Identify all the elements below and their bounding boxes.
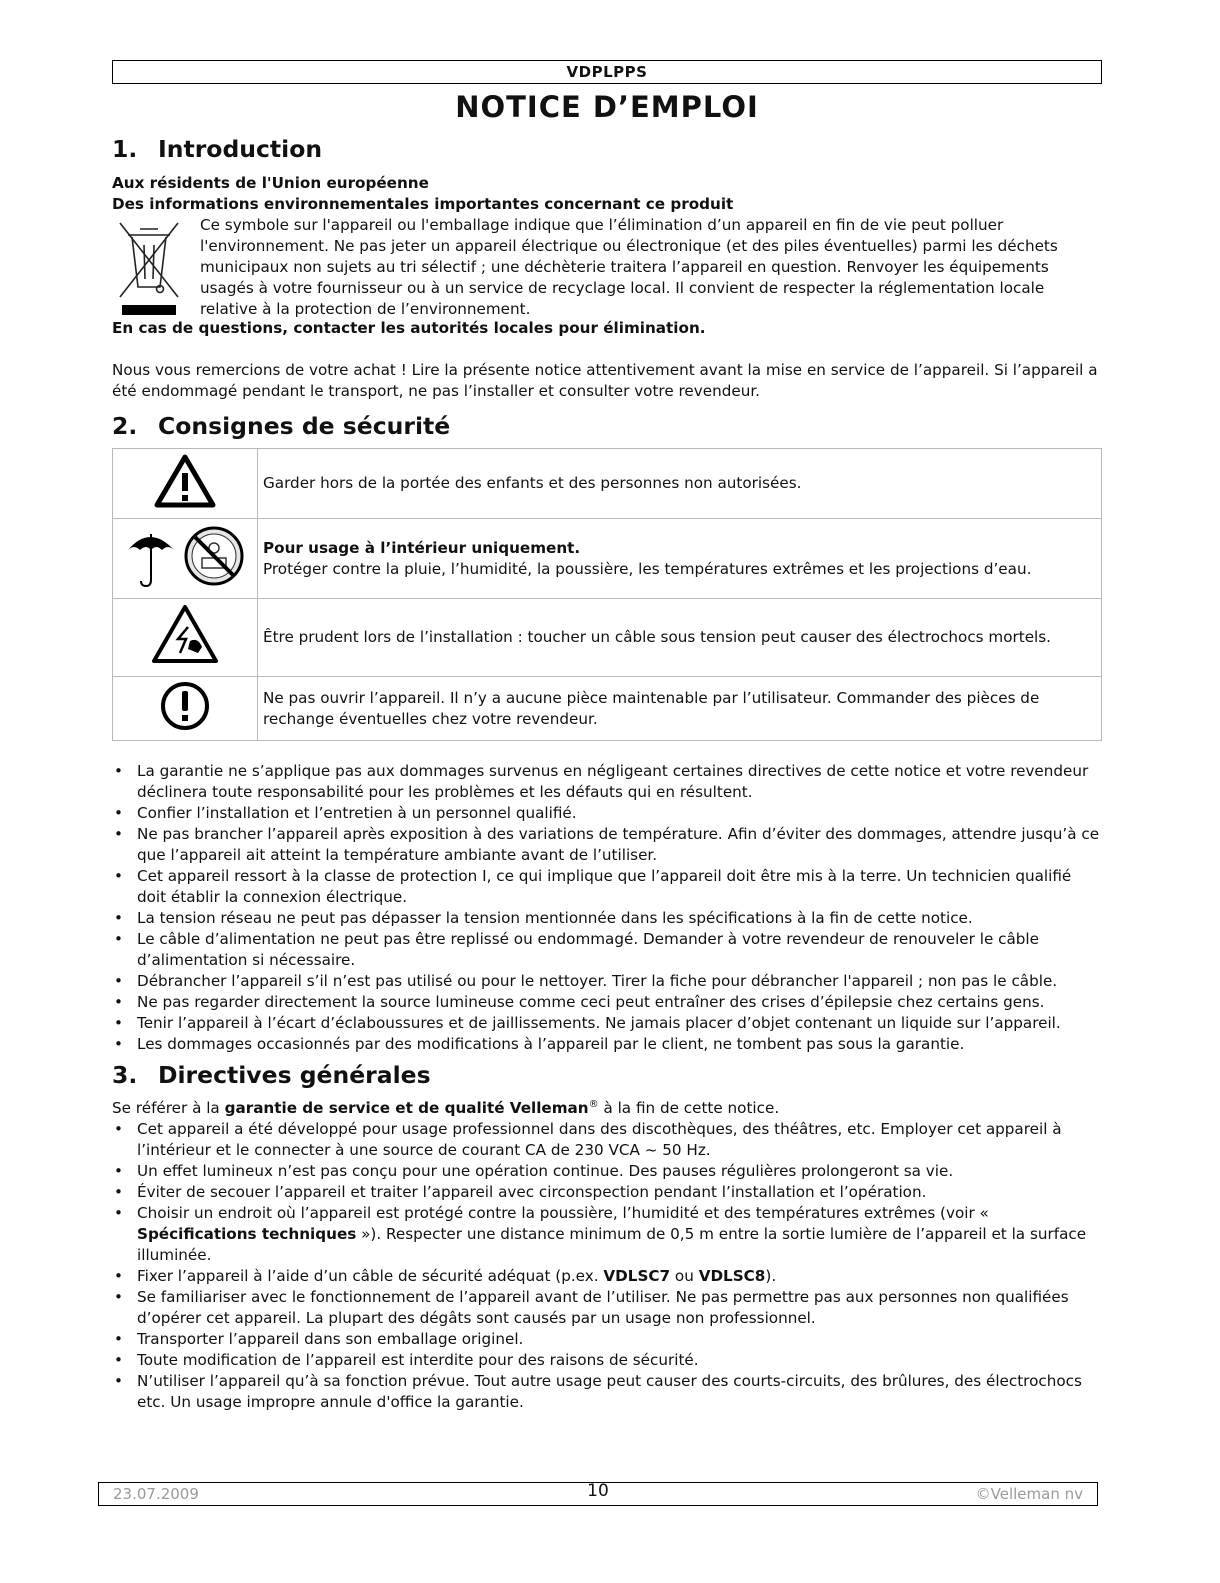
- list-item: • Débrancher l’appareil s’il n’est pas utilisé ou pour le nettoyer. Tirer la fiche pour débrancher l'appareil ; non pas le câble.: [112, 971, 1102, 992]
- safety-text-cell: [258, 519, 1102, 599]
- indoor-use-icon: [113, 519, 258, 599]
- section-title: Introduction: [158, 135, 323, 163]
- safety-text: Ne pas ouvrir l’appareil. Il n’y a aucune pièce maintenable par l’utilisateur. Commander des pièces de rechange éventuelles chez votre revendeur.: [258, 677, 1102, 741]
- footer-date: 23.07.2009: [113, 1485, 199, 1503]
- registered-mark: ®: [588, 1099, 599, 1110]
- electric-shock-icon: [113, 599, 258, 677]
- safety-table: [112, 448, 1102, 741]
- text-run: Choisir un endroit où l’appareil est protégé contre la poussière, l’humidité et des températures extrêmes (voir «: [137, 1204, 989, 1223]
- section-1-heading: [112, 133, 1102, 165]
- section-number: 1.: [112, 135, 138, 163]
- list-item: • Confier l’installation et l’entretien à un personnel qualifié.: [112, 803, 1102, 824]
- list-item: • Un effet lumineux n’est pas conçu pour une opération continue. Des pauses régulières prolongeront sa vie.: [112, 1161, 1102, 1182]
- page-footer: [98, 1482, 1098, 1506]
- text-run: ou: [670, 1267, 699, 1286]
- text-run: »). Respecter une distance minimum de 0,5 m entre la sortie lumière de l’appareil et la surface illuminée.: [137, 1225, 1087, 1265]
- list-item: • Tenir l’appareil à l’écart d’éclaboussures et de jaillissements. Ne jamais placer d’objet contenant un liquide sur l’appareil.: [112, 1013, 1102, 1034]
- section-number: 2.: [112, 412, 138, 440]
- list-item: • N’utiliser l’appareil qu’à sa fonction prévue. Tout autre usage peut causer des courts-circuits, des brûlures, des électrochocs etc. Un usage impropre annule d'office la garantie.: [112, 1371, 1102, 1413]
- thanks-paragraph: Nous vous remercions de votre achat ! Lire la présente notice attentivement avant la mise en service de l’appareil. Si l’appareil a été endommagé pendant le transport, ne pas l’installer et consulter votre revendeur.: [112, 361, 1098, 400]
- product-code: VDLSC7: [603, 1267, 671, 1286]
- text-run: ).: [765, 1267, 777, 1286]
- weee-text: Ce symbole sur l'appareil ou l'emballage indique que l’élimination d’un appareil en fin de vie peut polluer l'environnement. Ne pas jeter un appareil électrique ou électronique (et des piles éventuelles) parmi les déchets municipaux non sujets au tri sélectif ; une déchèterie traitera l’appareil en question. Renvoyer les équipements usagés à votre fournisseur ou à un service de recyclage local. Il convient de respecter la réglementation locale relative à la protection de l’environnement.: [200, 216, 1058, 318]
- document-title: NOTICE D’EMPLOI: [455, 90, 759, 124]
- list-item: • Éviter de secouer l’appareil et traiter l’appareil avec circonspection pendant l’installation et l’opération.: [112, 1182, 1102, 1203]
- product-code: VDLSC8: [698, 1267, 766, 1286]
- list-item: • Ne pas regarder directement la source lumineuse comme ceci peut entraîner des crises d’épilepsie chez certains gens.: [112, 992, 1102, 1013]
- safety-bullet-list: [112, 761, 1102, 1055]
- section-title: Consignes de sécurité: [158, 412, 451, 440]
- text-run: Fixer l’appareil à l’aide d’un câble de sécurité adéquat (p.ex.: [137, 1267, 604, 1286]
- safety-row: [113, 599, 1102, 677]
- list-item: • Se familiariser avec le fonctionnement de l’appareil avant de l’utiliser. Ne pas permettre pas aux personnes non qualifiées d’opérer cet appareil. La plupart des dégâts sont causés par un usage non professionnel.: [112, 1287, 1102, 1329]
- list-item: [112, 1203, 1102, 1266]
- safety-text: Être prudent lors de l’installation : toucher un câble sous tension peut causer des électrochocs mortels.: [258, 599, 1102, 677]
- text-run: Se référer à la: [112, 1099, 225, 1118]
- crossed-bin-icon: [112, 215, 200, 320]
- list-item: • Transporter l’appareil dans son emballage originel.: [112, 1329, 1102, 1350]
- list-item: • Les dommages occasionnés par des modifications à l’appareil par le client, ne tombent pas sous la garantie.: [112, 1034, 1102, 1055]
- section-number: 3.: [112, 1061, 138, 1089]
- warranty-name: garantie de service et de qualité Velleman: [224, 1099, 589, 1118]
- safety-text: Garder hors de la portée des enfants et des personnes non autorisées.: [258, 449, 1102, 519]
- attention-circle-icon: [113, 677, 258, 741]
- list-item: • La tension réseau ne peut pas dépasser la tension mentionnée dans les spécifications à la fin de cette notice.: [112, 908, 1102, 929]
- warranty-reference: [112, 1094, 1102, 1119]
- footer-copyright: ©Velleman nv: [975, 1485, 1083, 1503]
- safety-row: [113, 677, 1102, 741]
- indoor-use-label: Pour usage à l’intérieur uniquement.: [263, 538, 581, 557]
- list-item: • Cet appareil a été développé pour usage professionnel dans des discothèques, des théâtres, etc. Employer cet appareil à l’intérieur et le connecter à une source de courant CA de 230 VCA ~ 50 Hz.: [112, 1119, 1102, 1161]
- list-item: • Ne pas brancher l’appareil après exposition à des variations de température. Afin d’éviter des dommages, attendre jusqu’à ce que l’appareil ait atteint la température ambiante avant de l’utiliser.: [112, 824, 1102, 866]
- env-info-line: Des informations environnementales importantes concernant ce produit: [112, 195, 734, 213]
- weee-block: [112, 215, 1102, 320]
- contact-authorities-line: En cas de questions, contacter les autorités locales pour élimination.: [112, 319, 706, 337]
- eu-residents-line: Aux résidents de l'Union européenne: [112, 174, 429, 192]
- text-run: à la fin de cette notice.: [598, 1099, 780, 1118]
- list-item: • Le câble d’alimentation ne peut pas être replissé ou endommagé. Demander à votre revendeur de renouveler le câble d’alimentation si nécessaire.: [112, 929, 1102, 971]
- model-header: VDPLPPS: [112, 60, 1102, 84]
- section-3-heading: [112, 1059, 1102, 1091]
- document-page: [112, 60, 1102, 1413]
- safety-text: Protéger contre la pluie, l’humidité, la poussière, les températures extrêmes et les projections d’eau.: [263, 559, 1032, 578]
- guidelines-bullet-list: [112, 1119, 1102, 1413]
- specifications-ref: Spécifications techniques: [137, 1225, 357, 1244]
- section-title: Directives générales: [158, 1061, 431, 1089]
- list-item: [112, 1266, 1102, 1287]
- safety-row: [113, 449, 1102, 519]
- warning-triangle-icon: [113, 449, 258, 519]
- page-number: 10: [587, 1481, 609, 1501]
- section-2-heading: [112, 410, 1102, 442]
- list-item: • La garantie ne s’applique pas aux dommages survenus en négligeant certaines directives de cette notice et votre revendeur déclinera toute responsabilité pour les problèmes et les défauts qui en résultent.: [112, 761, 1102, 803]
- list-item: • Cet appareil ressort à la classe de protection I, ce qui implique que l’appareil doit être mis à la terre. Un technicien qualifié doit établir la connexion électrique.: [112, 866, 1102, 908]
- safety-row: [113, 519, 1102, 599]
- list-item: • Toute modification de l’appareil est interdite pour des raisons de sécurité.: [112, 1350, 1102, 1371]
